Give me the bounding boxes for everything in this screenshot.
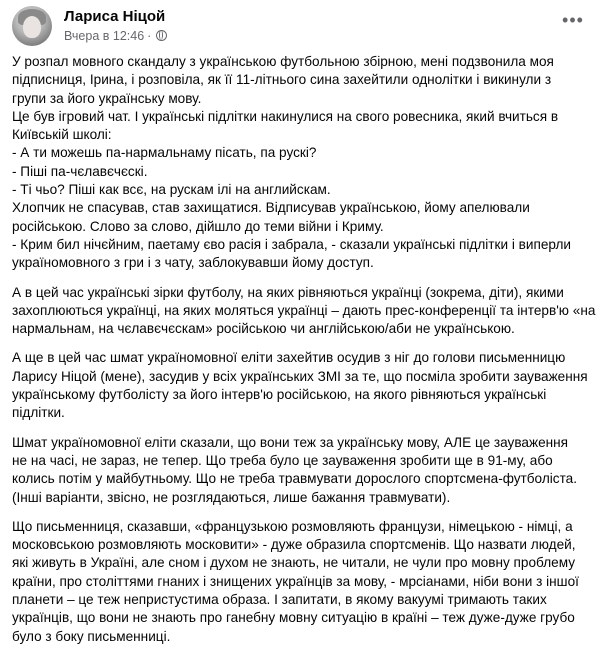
post-meta — [64, 29, 167, 43]
post-text-line: Це був ігровий чат. І українські підлітки накинулися на свого ровесника, який вчиться в — [12, 108, 559, 124]
post-paragraph — [12, 284, 596, 339]
post-text-line: Київській школі: — [12, 127, 112, 143]
post-text-line: країни, про століттями гнаних і знищених українців за мову, - мрсіанами, ніби вони з іншої — [12, 573, 579, 589]
post-text-line: українському футболісту за його інтерв'ю російською, на якого рівняються українські — [12, 387, 547, 403]
meta-separator: · — [147, 29, 152, 43]
author-avatar[interactable] — [12, 6, 52, 46]
post-paragraph — [12, 349, 592, 422]
post-text-line: - Ті чьо? Піші как всє, на рускам ілі на английскам. — [12, 182, 331, 198]
post-text-line: А в цей час українські зірки футболу, на яких рівняються українці (зокрема, діти), якими — [12, 284, 564, 300]
post-text-line: Що письменниця, сказавши, «французькою розмовляють французи, німецькою - німці, а — [12, 518, 573, 534]
post-paragraph — [12, 434, 592, 507]
post-text-line: підписниця, Ірина, і розповіла, як її 11-літнього сина захейтили однолітки і викинули з — [12, 72, 552, 88]
more-options-button[interactable] — [560, 10, 586, 36]
post-text-line: нармальнам, на чєлавєчєскам» російською чи англійською/аби не українською. — [12, 321, 515, 337]
post-text-line: українців, що вони не знають про ганебну мовну ситуацію в країні – теж дуже-дуже грубо — [12, 610, 575, 626]
more-horizontal-icon: ••• — [562, 10, 584, 30]
post-text-line: А ще в цей час шмат україномовної еліти захейтив осудив з ніг до голови письменницю — [12, 350, 566, 366]
post-text-line: російською. Слово за слово, дійшло до теми війни і Криму. — [12, 218, 384, 234]
post-text-line: московською розмовляють московити» - дуже образила спортсменів. Що назвати людей, — [12, 537, 576, 553]
avatar-face — [23, 16, 41, 38]
post-paragraph — [12, 518, 592, 646]
globe-icon[interactable] — [156, 30, 167, 41]
post-text-line: україномовного з гри і з чату, заблокувавши йому доступ. — [12, 255, 374, 271]
post-text-line: колись потім у майбутньому. Що не треба травмувати дорослого спортсмена-футболіста. — [12, 471, 577, 487]
post-body — [12, 53, 596, 657]
post-text-line: Ларису Ніцой (мене), засудив у всіх українських ЗМІ за те, що посміла зробити зауваження — [12, 368, 588, 384]
post-text-line: - А ти можешь па-нармальнаму пісать, па рускі? — [12, 145, 317, 161]
post-text-line: Хлопчик не спасував, став захищатися. Відписував українською, йому апелювали — [12, 200, 530, 216]
post-text-line: У розпал мовного скандалу з українською футбольною збірною, мені подзвонила моя — [12, 54, 554, 69]
post-text-line: підлітки. — [12, 405, 65, 421]
post-timestamp[interactable]: Вчера в 12:46 — [64, 29, 145, 43]
post-text-line: (Інші варіанти, звісно, не розглядаються, лише бажання травмувати). — [12, 489, 451, 505]
post-text-line: - Крим бил нічєйним, паетаму єво расія і забрала, - сказали українські підлітки і виперли — [12, 236, 572, 252]
author-name[interactable]: Лариса Ніцой — [64, 8, 166, 25]
post-text-line: планети – це теж непристустима образа. І запитати, в якому вакуумі тримають таких — [12, 592, 547, 608]
post-text-line: групи за його українську мову. — [12, 90, 202, 106]
post-header — [12, 6, 588, 46]
post-text-line: не на часі, не зараз, не тепер. Що треба було це зауваження зробити ще в 91-му, або — [12, 452, 553, 468]
post-paragraph — [12, 53, 592, 273]
post-text-line: які живуть в Україні, але сном і духом не знають, не читали, не чули про мовну проблему — [12, 555, 575, 571]
post-text-line: захоплюються українці, на яких моляться українці – дають прес-конференції та інтерв'ю «на — [12, 302, 596, 318]
post-text-line: було з боку письменниці. — [12, 628, 171, 644]
post-text-line: - Піші па-чєлавєчєскі. — [12, 163, 148, 179]
post-text-line: Шмат україномовної еліти сказали, що вони теж за українську мову, АЛЕ це зауваження — [12, 434, 569, 450]
